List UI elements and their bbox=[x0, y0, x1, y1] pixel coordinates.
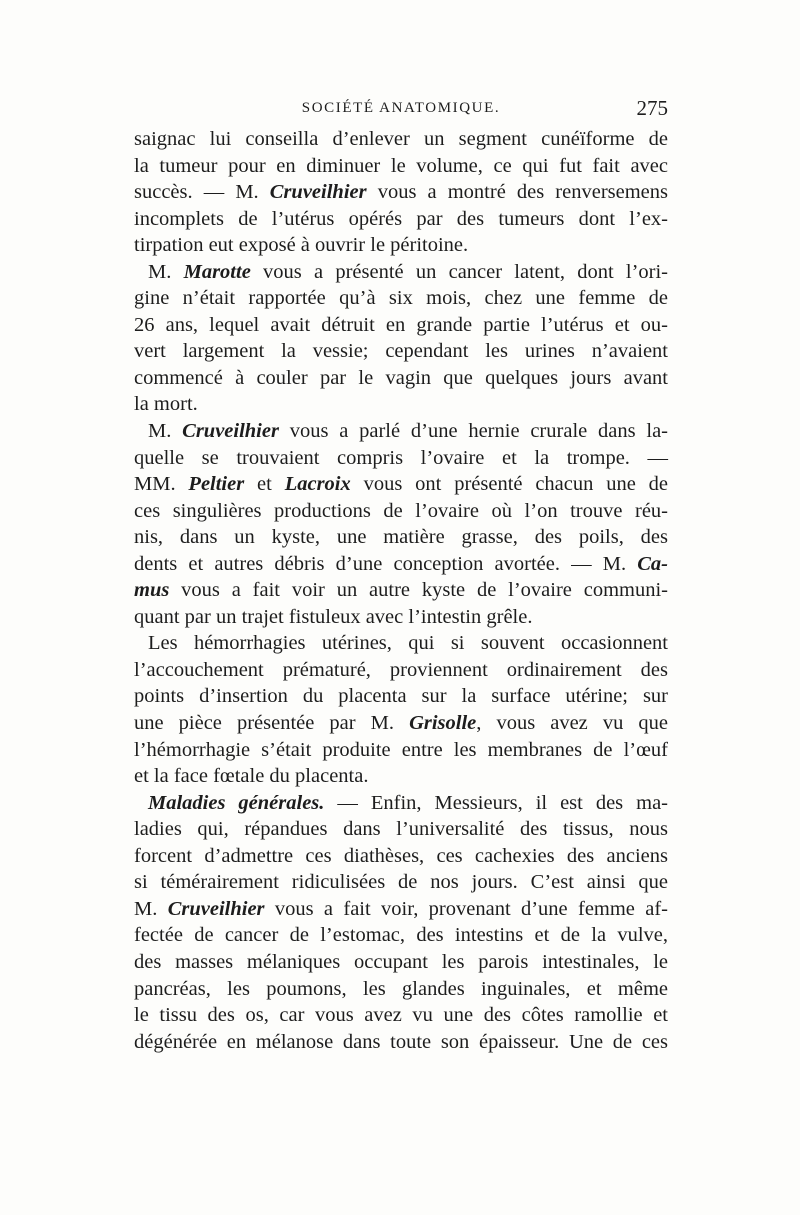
text-line bbox=[134, 524, 668, 551]
text-segment: l’accouchement prématuré, proviennent ordinairement des bbox=[134, 658, 668, 681]
text-segment: saignac lui conseilla d’enlever un segment cunéïforme de bbox=[134, 128, 668, 150]
text-segment: et bbox=[244, 473, 285, 496]
text-line bbox=[134, 896, 668, 923]
text-segment: tirpation eut exposé à ouvrir le péritoine. bbox=[134, 234, 469, 257]
text-line bbox=[134, 551, 668, 578]
text-segment: le tissu des os, car vous avez vu une des côtes ramollie et bbox=[134, 1004, 668, 1027]
text-segment: incomplets de l’utérus opérés par des tumeurs dont l’ex- bbox=[134, 207, 668, 230]
text-segment: Les hémorrhagies utérines, qui si souvent occasionnent bbox=[148, 632, 668, 655]
running-title: SOCIÉTÉ ANATOMIQUE. bbox=[301, 100, 501, 116]
italic-text-segment: Ca- bbox=[637, 552, 668, 575]
body-text bbox=[134, 126, 668, 1055]
text-segment: vous a fait voir, provenant d’une femme af- bbox=[264, 897, 668, 920]
text-line bbox=[134, 604, 668, 631]
italic-text-segment: Cruveilhier bbox=[182, 420, 279, 443]
text-segment: ladies qui, répandues dans l’universalité des tissus, nous bbox=[134, 818, 668, 841]
text-segment: vous a parlé d’une hernie crurale dans la- bbox=[278, 420, 668, 443]
text-line bbox=[134, 683, 668, 710]
page-number: 275 bbox=[636, 96, 668, 120]
running-head bbox=[134, 96, 668, 120]
text-line bbox=[134, 1002, 668, 1029]
text-segment: l’hémorrhagie s’était produite entre les membranes de l’œuf bbox=[134, 738, 668, 761]
text-line bbox=[134, 153, 668, 180]
text-line bbox=[134, 843, 668, 870]
text-segment: MM. bbox=[134, 473, 189, 496]
text-line bbox=[134, 976, 668, 1003]
text-segment: et la face fœtale du placenta. bbox=[134, 765, 369, 788]
text-segment: — Enfin, Messieurs, il est des ma- bbox=[324, 791, 669, 814]
text-segment: succès. — M. bbox=[134, 181, 270, 204]
text-segment: pancréas, les poumons, les glandes inguinales, et même bbox=[134, 977, 668, 1000]
text-line bbox=[134, 737, 668, 764]
text-segment: des masses mélaniques occupant les parois intestinales, le bbox=[134, 950, 668, 973]
text-line bbox=[134, 577, 668, 604]
text-segment: quant par un trajet fistuleux avec l’intestin grêle. bbox=[134, 605, 533, 628]
text-line bbox=[134, 232, 668, 259]
italic-text-segment: Cruveilhier bbox=[269, 181, 367, 204]
text-line bbox=[134, 179, 668, 206]
text-segment: vous ont présenté chacun une de bbox=[350, 473, 668, 496]
text-line bbox=[134, 816, 668, 843]
text-line bbox=[134, 285, 668, 312]
italic-text-segment: mus bbox=[134, 579, 170, 602]
text-line bbox=[134, 869, 668, 896]
text-segment: dents et autres débris d’une conception avortée. — M. bbox=[134, 552, 638, 575]
italic-text-segment: Lacroix bbox=[284, 473, 351, 496]
text-line bbox=[134, 418, 668, 445]
text-segment: la mort. bbox=[134, 393, 198, 416]
text-segment: M. bbox=[148, 420, 183, 443]
italic-text-segment: Grisolle bbox=[409, 712, 477, 735]
text-line bbox=[134, 630, 668, 657]
text-line bbox=[134, 312, 668, 339]
text-line bbox=[134, 949, 668, 976]
text-segment: gine n’était rapportée qu’à six mois, chez une femme de bbox=[134, 287, 668, 310]
text-segment: ces singulières productions de l’ovaire où l’on trouve réu- bbox=[134, 499, 668, 522]
text-segment: M. bbox=[148, 260, 184, 283]
italic-text-segment: Marotte bbox=[183, 260, 251, 283]
text-segment: M. bbox=[134, 897, 168, 920]
text-segment: nis, dans un kyste, une matière grasse, des poils, des bbox=[134, 526, 668, 549]
text-line bbox=[134, 790, 668, 817]
text-segment: dégénérée en mélanose dans toute son épaisseur. Une de ces bbox=[134, 1030, 668, 1053]
italic-text-segment: Peltier bbox=[188, 473, 245, 496]
text-segment: vous a fait voir un autre kyste de l’ovaire communi- bbox=[169, 579, 668, 602]
text-line bbox=[134, 763, 668, 790]
italic-text-segment: Maladies générales. bbox=[148, 791, 325, 814]
text-line bbox=[134, 922, 668, 949]
text-segment: vous a présenté un cancer latent, dont l’ori- bbox=[250, 260, 668, 283]
text-line bbox=[134, 471, 668, 498]
text-line bbox=[134, 126, 668, 153]
text-line bbox=[134, 259, 668, 286]
italic-text-segment: Cruveilhier bbox=[167, 897, 265, 920]
text-segment: vert largement la vessie; cependant les urines n’avaient bbox=[134, 340, 668, 363]
text-segment: 26 ans, lequel avait détruit en grande partie l’utérus et ou- bbox=[134, 313, 668, 336]
text-segment: si témérairement ridiculisées de nos jours. C’est ainsi que bbox=[134, 871, 668, 894]
text-segment: points d’insertion du placenta sur la surface utérine; sur bbox=[134, 685, 668, 708]
text-line bbox=[134, 657, 668, 684]
text-line bbox=[134, 391, 668, 418]
text-line bbox=[134, 1029, 668, 1056]
text-line bbox=[134, 710, 668, 737]
text-segment: fectée de cancer de l’estomac, des intestins et de la vulve, bbox=[134, 924, 668, 947]
text-segment: commencé à couler par le vagin que quelques jours avant bbox=[134, 366, 668, 389]
text-segment: quelle se trouvaient compris l’ovaire et la trompe. — bbox=[134, 446, 668, 469]
text-segment: la tumeur pour en diminuer le volume, ce qui fut fait avec bbox=[134, 154, 668, 177]
text-segment: forcent d’admettre ces diathèses, ces cachexies des anciens bbox=[134, 844, 668, 867]
text-line bbox=[134, 365, 668, 392]
text-line bbox=[134, 445, 668, 472]
text-segment: vous a montré des renversemens bbox=[366, 181, 669, 204]
text-line bbox=[134, 338, 668, 365]
text-line bbox=[134, 206, 668, 233]
text-segment: , vous avez vu que bbox=[476, 712, 669, 735]
text-line bbox=[134, 498, 668, 525]
text-segment: une pièce présentée par M. bbox=[134, 712, 410, 735]
